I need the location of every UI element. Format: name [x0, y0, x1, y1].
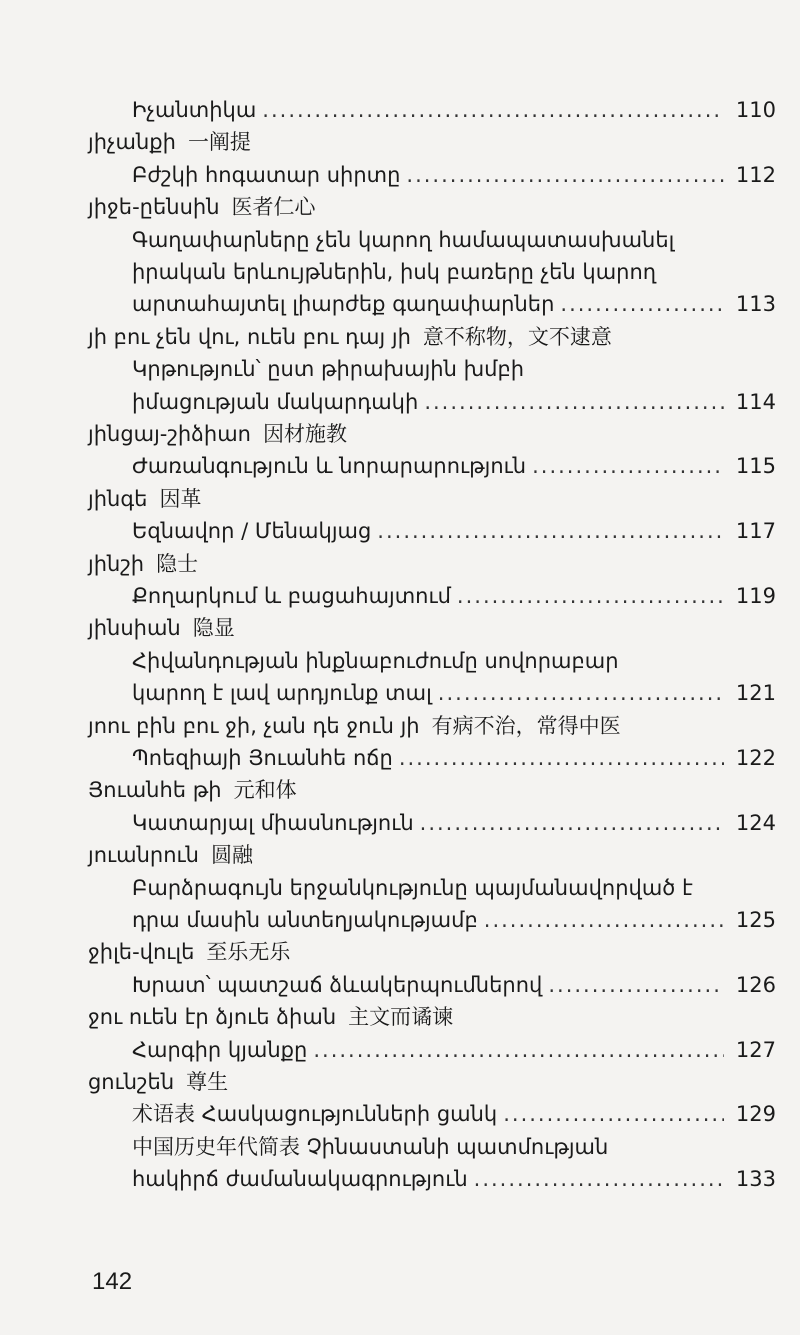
toc-entry: [0, 258, 800, 286]
dot-leader: [313, 1036, 724, 1064]
heading-transliteration: ջու ուեն էր ձյուե ձիան: [88, 1005, 337, 1030]
heading-chinese: 尊生: [186, 1070, 229, 1094]
dot-leader: [532, 452, 724, 480]
heading-chinese: 圆融: [210, 843, 253, 868]
entry-title: Հիվանդության ինքնաբուժումը սովորաբար: [132, 648, 619, 673]
dot-leader: [560, 290, 724, 318]
toc-heading: [0, 420, 800, 448]
dot-leader: [420, 809, 724, 837]
entry-title: Եզնավոր / Մենակյաց: [132, 519, 372, 544]
toc-entry: [0, 582, 800, 610]
heading-chinese: 元和体: [233, 778, 297, 803]
toc-entry: [0, 161, 800, 189]
toc-heading: [0, 550, 800, 578]
toc-entry: [0, 906, 800, 934]
entry-title: հակիրճ ժամանակագրություն: [132, 1167, 468, 1192]
entry-title: Ժառանգություն և նորարարություն: [132, 454, 527, 479]
entry-title: Հարգիր կյանքը: [132, 1037, 308, 1062]
heading-transliteration: յինցայ-շիձիաո: [88, 422, 251, 446]
dot-leader: [424, 388, 724, 416]
entry-page-number: 113: [735, 292, 776, 317]
entry-title: Բարձրագույն երջանկությունը պայմանավորված է: [132, 875, 693, 900]
heading-transliteration: յի բու չեն վու, ուեն բու դայ յի: [88, 324, 411, 349]
toc-heading: [0, 841, 800, 869]
toc-entry: [0, 1165, 800, 1193]
toc-heading: [0, 485, 800, 513]
dot-leader: [474, 1165, 724, 1193]
heading-chinese: 至乐无乐: [206, 940, 291, 965]
toc-entry: [0, 647, 800, 675]
entry-page-number: 114: [735, 389, 776, 414]
entry-title: Կրթություն՝ ըստ թիրախային խմբի: [132, 357, 525, 382]
heading-transliteration: յոու բին բու ջի, չան դե ջուն յի: [88, 713, 420, 738]
entry-title: 中国历史年代简表 Չինաստանի պատմության: [132, 1134, 609, 1159]
toc-entry: [0, 517, 800, 545]
heading-chinese: 隐士: [156, 551, 199, 576]
heading-chinese: 有病不治，常得中医: [431, 713, 621, 738]
entry-page-number: 124: [735, 810, 776, 835]
entry-title: Քողարկում և բացահայտում: [132, 584, 451, 608]
toc-heading: [0, 938, 800, 966]
toc-entry: [0, 744, 800, 772]
heading-chinese: 医者仁心: [231, 195, 316, 220]
dot-leader: [484, 906, 724, 934]
toc-entry: [0, 874, 800, 902]
toc-heading: [0, 193, 800, 221]
toc-heading: [0, 614, 800, 642]
toc-entry: [0, 452, 800, 480]
dot-leader: [457, 582, 724, 610]
toc-entry: [0, 809, 800, 837]
entry-title: դրա մասին անտեղյակությամբ: [132, 908, 478, 932]
entry-title: Բժշկի հոգատար սիրտը: [132, 162, 401, 187]
toc-entry: [0, 96, 800, 124]
toc-entry: [0, 1133, 800, 1161]
toc-entry: [0, 226, 800, 254]
heading-chinese: 因材施教: [262, 422, 347, 446]
entry-title: արտահայտել լիարժեք գաղափարներ: [132, 292, 555, 317]
toc-heading: [0, 712, 800, 740]
heading-transliteration: ցունշեն: [88, 1070, 175, 1094]
dot-leader: [262, 96, 724, 124]
entry-title: իմացության մակարդակի: [132, 389, 419, 414]
heading-transliteration: յիչանքի: [88, 130, 176, 155]
toc-heading: [0, 1003, 800, 1031]
entry-title: իրական երևույթներին, իսկ բառերը չեն կարող: [132, 260, 657, 284]
toc-heading: [0, 776, 800, 804]
entry-page-number: 125: [735, 908, 776, 932]
entry-title: Խրատ՝ պատշաճ ձևակերպումներով: [132, 972, 543, 997]
heading-transliteration: յինսիան: [88, 616, 181, 641]
dot-leader: [377, 517, 724, 545]
page-number: 142: [92, 1268, 133, 1295]
toc-entry: [0, 388, 800, 416]
heading-transliteration: Յուանհե թի: [88, 778, 222, 803]
toc-heading: [0, 1068, 800, 1096]
entry-page-number: 110: [735, 98, 776, 122]
dot-leader: [399, 744, 724, 772]
entry-page-number: 133: [735, 1167, 776, 1192]
heading-chinese: 一阐提: [187, 130, 251, 155]
entry-title: Պոեզիայի Յուանհե ոճը: [132, 746, 393, 770]
entry-page-number: 119: [735, 584, 776, 608]
heading-transliteration: ջիլե-վուլե: [88, 940, 195, 965]
entry-page-number: 129: [735, 1102, 776, 1127]
dot-leader: [548, 971, 724, 999]
toc-entry: [0, 1100, 800, 1128]
entry-title: կարող է լավ արդյունք տալ: [132, 681, 432, 706]
entry-title: Իչանտիկա: [132, 98, 257, 122]
dot-leader: [438, 679, 724, 707]
toc-entry: [0, 355, 800, 383]
toc-heading: [0, 128, 800, 156]
heading-transliteration: յիջե-ըենսին: [88, 195, 220, 220]
heading-transliteration: յինգե: [88, 486, 148, 511]
entry-page-number: 117: [735, 519, 776, 544]
entry-page-number: 126: [735, 972, 776, 997]
heading-chinese: 主文而谲谏: [348, 1005, 454, 1030]
entry-title: 术语表 Հասկացությունների ցանկ: [132, 1102, 498, 1127]
heading-chinese: 隐显: [192, 616, 235, 641]
toc-entry: [0, 1036, 800, 1064]
entry-page-number: 112: [735, 162, 776, 187]
entry-page-number: 122: [735, 746, 776, 770]
entry-title: Գաղափարները չեն կարող համապատասխանել: [132, 227, 675, 252]
entry-title: Կատարյալ միասնություն: [132, 810, 414, 835]
toc-entry: [0, 290, 800, 318]
heading-chinese: 意不称物，文不逮意: [422, 324, 612, 349]
heading-chinese: 因革: [159, 486, 202, 511]
heading-transliteration: յուանրուն: [88, 843, 199, 868]
toc-entry: [0, 971, 800, 999]
heading-transliteration: յինշի: [88, 551, 145, 576]
dot-leader: [503, 1100, 724, 1128]
entry-page-number: 121: [735, 681, 776, 706]
entry-page-number: 115: [735, 454, 776, 479]
dot-leader: [406, 161, 724, 189]
toc-entry: [0, 679, 800, 707]
entry-page-number: 127: [735, 1037, 776, 1062]
toc-heading: [0, 323, 800, 351]
